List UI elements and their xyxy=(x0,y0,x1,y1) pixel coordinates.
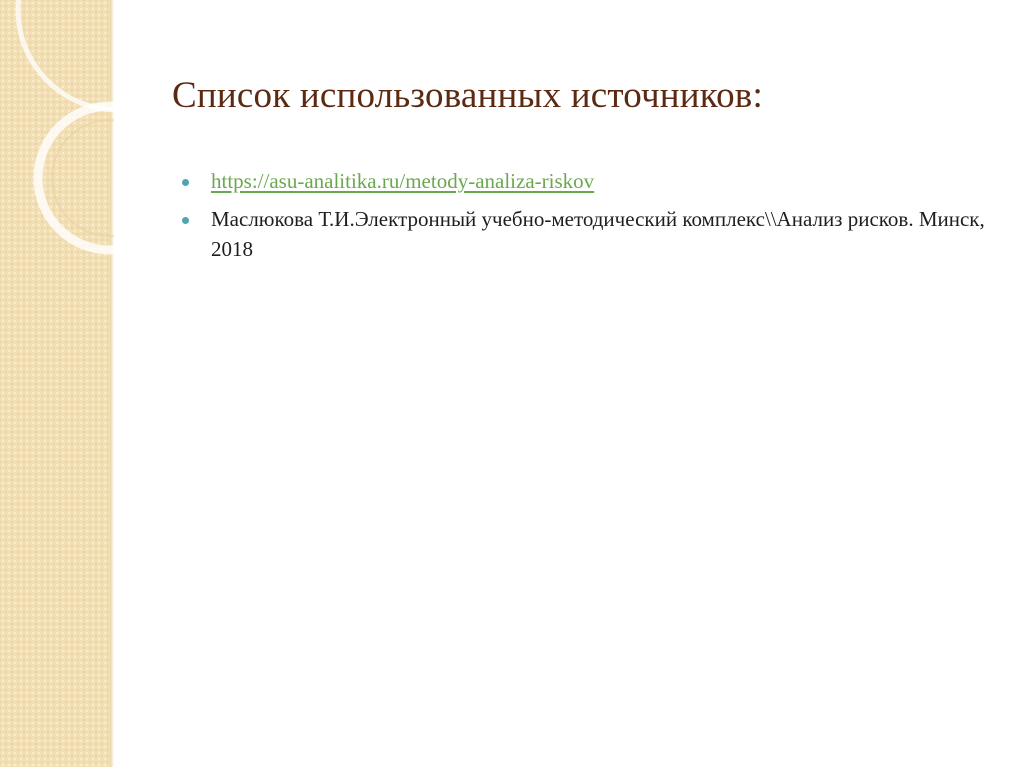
decorative-side-band xyxy=(0,0,110,767)
source-reference-text: Маслюкова Т.И.Электронный учебно-методический комплекс\\Анализ рисков. Минск, 2018 xyxy=(211,207,985,261)
bullet-icon xyxy=(182,179,189,186)
slide-title: Список использованных источников: xyxy=(172,75,763,116)
source-link[interactable]: https://asu-analitika.ru/metody-analiza-riskov xyxy=(211,169,595,193)
bullet-icon xyxy=(182,217,189,224)
sources-list xyxy=(182,166,1002,272)
source-item-link xyxy=(182,166,1002,196)
source-item-reference xyxy=(182,204,1002,264)
side-band-edge xyxy=(110,0,114,767)
